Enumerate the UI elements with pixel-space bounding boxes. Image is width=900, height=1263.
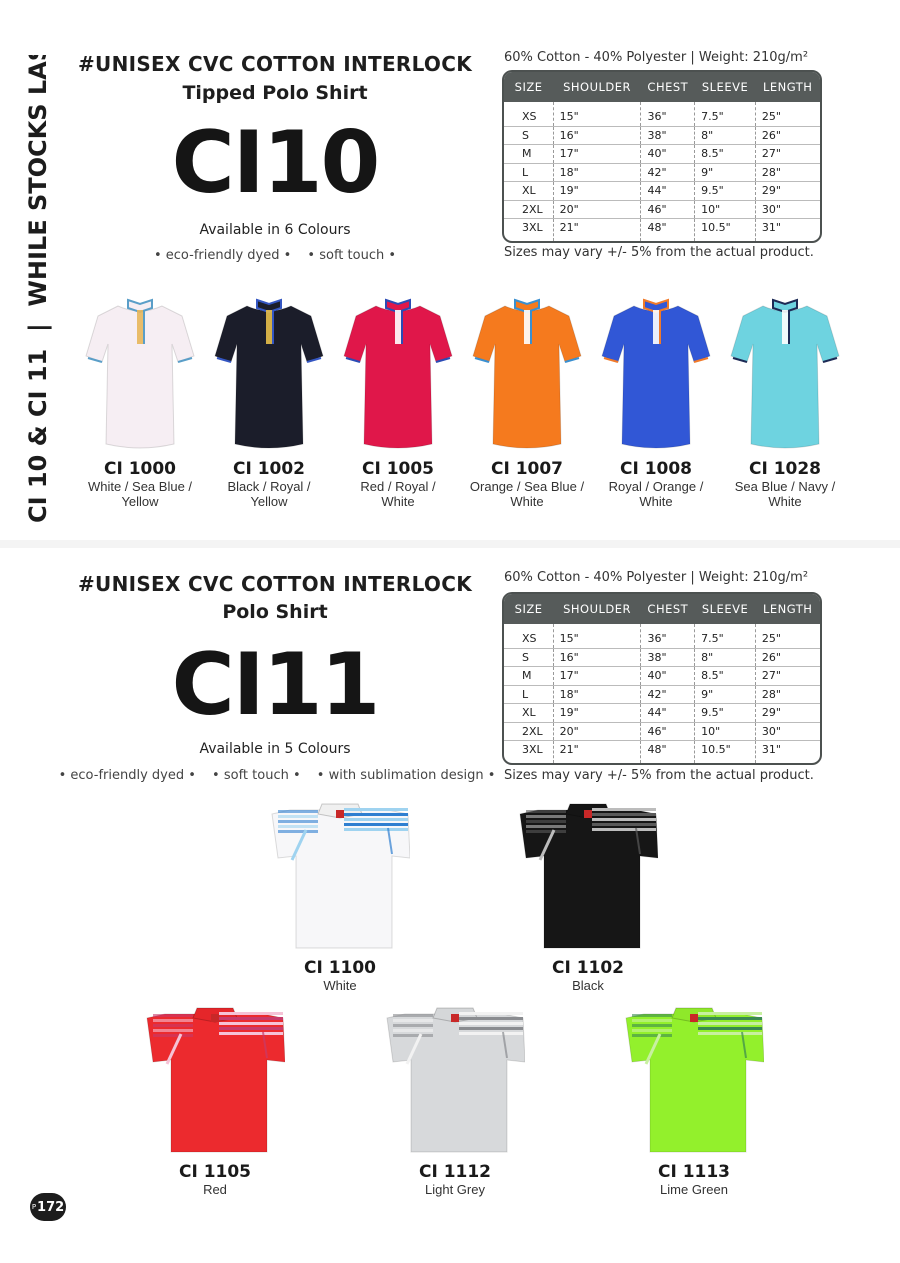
table-cell: 15" xyxy=(553,624,641,648)
product-code: CI 1005 xyxy=(361,459,435,479)
section-divider xyxy=(0,540,900,548)
page-number: 172 xyxy=(37,1199,65,1215)
table-row xyxy=(504,722,820,741)
table-row xyxy=(504,667,820,686)
feature-list xyxy=(52,768,502,783)
product-colours: White / Sea Blue / xyxy=(87,479,193,494)
product-card xyxy=(70,292,210,509)
table-cell: 16" xyxy=(553,126,641,145)
table-cell: 16" xyxy=(553,648,641,667)
table-cell: 3XL xyxy=(504,219,553,241)
table-cell: 7.5" xyxy=(695,624,756,648)
table-cell: 36" xyxy=(641,102,695,126)
product-colours: Sea Blue / Navy / xyxy=(734,479,836,494)
product-card xyxy=(328,292,468,509)
feature-item: • with sublimation design • xyxy=(316,768,496,783)
product-code: CI 1002 xyxy=(232,459,306,479)
product-colours: White xyxy=(323,978,357,993)
table-cell: 28" xyxy=(755,163,820,182)
table-row xyxy=(504,648,820,667)
table-cell: 27" xyxy=(755,667,820,686)
product-card xyxy=(715,292,855,509)
table-header-cell: CHEST xyxy=(641,594,695,624)
section-ci11 xyxy=(0,548,900,1263)
table-cell: L xyxy=(504,685,553,704)
table-cell: 8" xyxy=(695,126,756,145)
product-card xyxy=(518,796,658,993)
product-colours: White xyxy=(768,494,802,509)
table-cell: 38" xyxy=(641,648,695,667)
table-cell: 31" xyxy=(761,743,781,757)
table-cell: 10.5" xyxy=(695,741,756,763)
table-cell: M xyxy=(504,145,553,164)
table-cell: S xyxy=(504,126,553,145)
product-code: CI 1105 xyxy=(178,1162,252,1182)
table-cell: 25" xyxy=(755,624,820,648)
table-cell: 8" xyxy=(695,648,756,667)
table-cell: 10" xyxy=(695,722,756,741)
table-cell: S xyxy=(504,648,553,667)
table-cell: 29" xyxy=(755,182,820,201)
tipped-polo-shirt-image xyxy=(467,292,587,457)
fabric-spec: 60% Cotton - 40% Polyester | Weight: 210g/m² xyxy=(504,570,809,585)
table-cell: 44" xyxy=(641,704,695,723)
sublimation-polo-shirt-image xyxy=(145,1000,285,1160)
table-header-cell: SHOULDER xyxy=(553,72,641,102)
sublimation-polo-shirt-image xyxy=(624,1000,764,1160)
table-cell: 46" xyxy=(641,200,695,219)
page-number-badge xyxy=(30,1193,66,1221)
table-cell: 48" xyxy=(641,219,695,241)
product-code: CI 1028 xyxy=(748,459,822,479)
page-label: P xyxy=(31,1203,37,1211)
table-cell: 38" xyxy=(641,126,695,145)
sublimation-polo-shirt-image xyxy=(518,796,658,956)
product-colours: White xyxy=(381,494,415,509)
product-colours: Light Grey xyxy=(425,1182,485,1197)
table-cell: 30" xyxy=(755,200,820,219)
table-cell: 9" xyxy=(695,685,756,704)
table-cell: 8.5" xyxy=(695,667,756,686)
table-cell: 25" xyxy=(755,102,820,126)
table-header-cell: CHEST xyxy=(641,72,695,102)
section-heading: #UNISEX CVC COTTON INTERLOCK xyxy=(77,572,473,596)
table-cell: 17" xyxy=(553,667,641,686)
table-cell: 19" xyxy=(553,704,641,723)
product-colours: Black xyxy=(572,978,604,993)
table-row xyxy=(504,145,820,164)
sublimation-polo-shirt-image xyxy=(270,796,410,956)
product-code: CI 1113 xyxy=(657,1162,731,1182)
table-cell: XS xyxy=(504,102,553,126)
product-card xyxy=(270,796,410,993)
table-header-cell: SLEEVE xyxy=(695,72,756,102)
table-cell: 36" xyxy=(641,624,695,648)
tipped-polo-shirt-image xyxy=(596,292,716,457)
product-colours: Royal / Orange / xyxy=(608,479,704,494)
table-cell: 17" xyxy=(553,145,641,164)
table-cell: 44" xyxy=(641,182,695,201)
feature-list xyxy=(70,248,480,263)
table-cell: 9" xyxy=(695,163,756,182)
table-header-cell: SLEEVE xyxy=(695,594,756,624)
table-cell: 48" xyxy=(641,741,695,763)
side-banner-text: CI 10 & CI 11 | WHILE STOCKS LAST xyxy=(24,55,52,523)
product-card xyxy=(457,292,597,509)
table-cell: 2XL xyxy=(504,722,553,741)
table-row xyxy=(504,163,820,182)
product-code: CI 1100 xyxy=(303,958,377,978)
table-cell: XL xyxy=(504,182,553,201)
section-subheading: Tipped Polo Shirt xyxy=(182,82,368,104)
table-row xyxy=(504,219,820,241)
product-colours: Yellow xyxy=(121,494,159,509)
product-colours: Orange / Sea Blue / xyxy=(469,479,585,494)
tipped-polo-shirt-image xyxy=(209,292,329,457)
feature-item: • soft touch • xyxy=(307,248,397,263)
table-row xyxy=(504,685,820,704)
table-header-cell: SHOULDER xyxy=(553,594,641,624)
table-row xyxy=(504,200,820,219)
table-cell: 28" xyxy=(755,685,820,704)
table-cell: 3XL xyxy=(504,741,553,763)
table-row xyxy=(504,704,820,723)
table-cell: 9.5" xyxy=(695,704,756,723)
product-colours: White xyxy=(639,494,673,509)
tipped-polo-shirt-image xyxy=(80,292,200,457)
product-card xyxy=(199,292,339,509)
table-header-cell: LENGTH xyxy=(755,594,820,624)
table-cell: 9.5" xyxy=(695,182,756,201)
table-cell: 20" xyxy=(553,200,641,219)
table-header-cell: SIZE xyxy=(504,72,553,102)
table-cell: 26" xyxy=(755,648,820,667)
size-note: Sizes may vary +/- 5% from the actual product. xyxy=(504,245,814,260)
product-code: CI 1112 xyxy=(418,1162,492,1182)
table-cell: 40" xyxy=(641,667,695,686)
product-card xyxy=(385,1000,525,1197)
tipped-polo-shirt-image xyxy=(725,292,845,457)
sublimation-polo-shirt-image xyxy=(385,1000,525,1160)
table-cell: 18" xyxy=(553,685,641,704)
table-row xyxy=(504,102,820,126)
section-ci10 xyxy=(0,0,900,545)
table-header-cell: SIZE xyxy=(504,594,553,624)
table-cell: 20" xyxy=(553,722,641,741)
size-table xyxy=(502,592,822,765)
table-row xyxy=(504,126,820,145)
size-note: Sizes may vary +/- 5% from the actual product. xyxy=(504,768,814,783)
product-colours: Red xyxy=(203,1182,227,1197)
table-cell: XS xyxy=(504,624,553,648)
product-code: CI 1007 xyxy=(490,459,564,479)
product-code-title: CI10 xyxy=(171,113,379,213)
section-heading: #UNISEX CVC COTTON INTERLOCK xyxy=(77,52,473,76)
table-cell: 7.5" xyxy=(695,102,756,126)
fabric-spec: 60% Cotton - 40% Polyester | Weight: 210g/m² xyxy=(504,50,809,65)
available-colours: Available in 5 Colours xyxy=(199,741,351,757)
table-cell: 46" xyxy=(641,722,695,741)
product-colours: Yellow xyxy=(250,494,288,509)
table-row xyxy=(504,182,820,201)
product-code: CI 1008 xyxy=(619,459,693,479)
table-cell: 8.5" xyxy=(695,145,756,164)
table-cell: 18" xyxy=(553,163,641,182)
table-cell: 2XL xyxy=(504,200,553,219)
table-cell: L xyxy=(504,163,553,182)
table-cell: 19" xyxy=(553,182,641,201)
table-cell: 40" xyxy=(641,145,695,164)
table-cell: XL xyxy=(504,704,553,723)
product-colours: Red / Royal / xyxy=(360,479,436,494)
table-cell: 21" xyxy=(553,741,641,763)
size-table xyxy=(502,70,822,243)
table-cell: 30" xyxy=(755,722,820,741)
table-header-cell: LENGTH xyxy=(755,72,820,102)
feature-item: • eco-friendly dyed • xyxy=(58,768,196,783)
feature-item: • eco-friendly dyed • xyxy=(153,248,292,263)
table-cell: 10.5" xyxy=(695,219,756,241)
product-code-title: CI11 xyxy=(171,635,379,735)
table-cell: M xyxy=(504,667,553,686)
product-colours: White xyxy=(510,494,544,509)
product-colours: Black / Royal / xyxy=(227,479,311,494)
table-row xyxy=(504,624,820,648)
product-code: CI 1102 xyxy=(551,958,625,978)
feature-item: • soft touch • xyxy=(212,768,301,783)
table-cell: 27" xyxy=(755,145,820,164)
table-cell: 15" xyxy=(553,102,641,126)
product-card xyxy=(624,1000,764,1197)
product-card xyxy=(586,292,726,509)
table-cell: 10" xyxy=(695,200,756,219)
table-cell: 21" xyxy=(553,219,641,241)
table-cell: 26" xyxy=(755,126,820,145)
table-row xyxy=(504,741,820,763)
section-subheading: Polo Shirt xyxy=(222,601,328,623)
table-cell: 29" xyxy=(755,704,820,723)
table-cell: 31" xyxy=(761,221,781,235)
product-card xyxy=(145,1000,285,1197)
table-cell: 42" xyxy=(641,163,695,182)
product-colours: Lime Green xyxy=(660,1182,728,1197)
product-code: CI 1000 xyxy=(103,459,177,479)
available-colours: Available in 6 Colours xyxy=(199,222,351,238)
table-cell: 42" xyxy=(641,685,695,704)
tipped-polo-shirt-image xyxy=(338,292,458,457)
